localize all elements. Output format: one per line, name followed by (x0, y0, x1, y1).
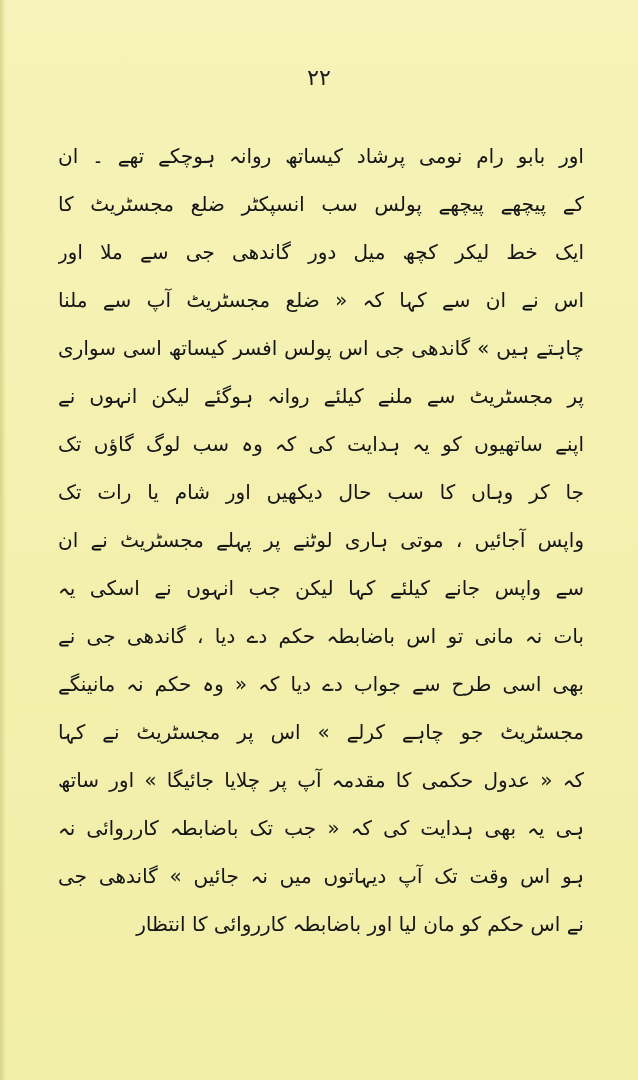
text-line: پر مجسٹریٹ سے ملنے کیلئے روانہ ہوگئے لیکن انہوں نے (58, 384, 584, 408)
urdu-text-body (58, 132, 584, 948)
text-line: کہ « عدول حکمی کا مقدمہ آپ پر چلایا جائیگا » اور ساتھ (58, 768, 584, 792)
text-line: سے واپس جانے کیلئے کہا لیکن جب انہوں نے اسکی یہ (58, 576, 584, 600)
text-line: اس نے ان سے کہا کہ « ضلع مجسٹریٹ آپ سے ملنا (58, 288, 584, 312)
text-line: کے پیچھے پیچھے پولس سب انسپکٹر ضلع مجسٹریٹ کا (58, 192, 584, 216)
text-line: نے اس حکم کو مان لیا اور باضابطہ کارروائی کا انتظار (136, 912, 584, 936)
text-line: ہی یہ بھی ہدایت کی کہ « جب تک باضابطہ کارروائی نہ (58, 816, 584, 840)
text-line: اور بابو رام نومی پرشاد کیساتھ روانہ ہوچکے تھے ۔ ان (58, 144, 584, 168)
text-line: ہو اس وقت تک آپ دیہاتوں میں نہ جائیں » گاندھی جی (58, 864, 584, 888)
text-line: بھی اسی طرح سے جواب دے دیا کہ « وہ حکم نہ مانینگے (58, 672, 584, 696)
text-line: واپس آجائیں ، موتی ہاری لوٹنے پر پہلے مجسٹریٹ نے ان (58, 528, 584, 552)
text-line: ایک خط لیکر کچھ میل دور گاندھی جی سے ملا اور (58, 240, 584, 264)
text-line: جا کر وہاں کا سب حال دیکھیں اور شام یا رات تک (58, 480, 584, 504)
page-edge-shadow (0, 0, 6, 1080)
text-line: چاہتے ہیں » گاندھی جی اس پولس افسر کیساتھ اسی سواری (58, 336, 584, 360)
text-line: مجسٹریٹ جو چاہے کرلے » اس پر مجسٹریٹ نے کہا (58, 720, 584, 744)
page-number: ۲۲ (307, 66, 331, 91)
text-line: بات نہ مانی تو اس باضابطہ حکم دے دیا ، گاندھی جی نے (58, 624, 584, 648)
text-line: اپنے ساتھیوں کو یہ ہدایت کی کہ وہ سب لوگ گاؤں تک (58, 432, 584, 456)
